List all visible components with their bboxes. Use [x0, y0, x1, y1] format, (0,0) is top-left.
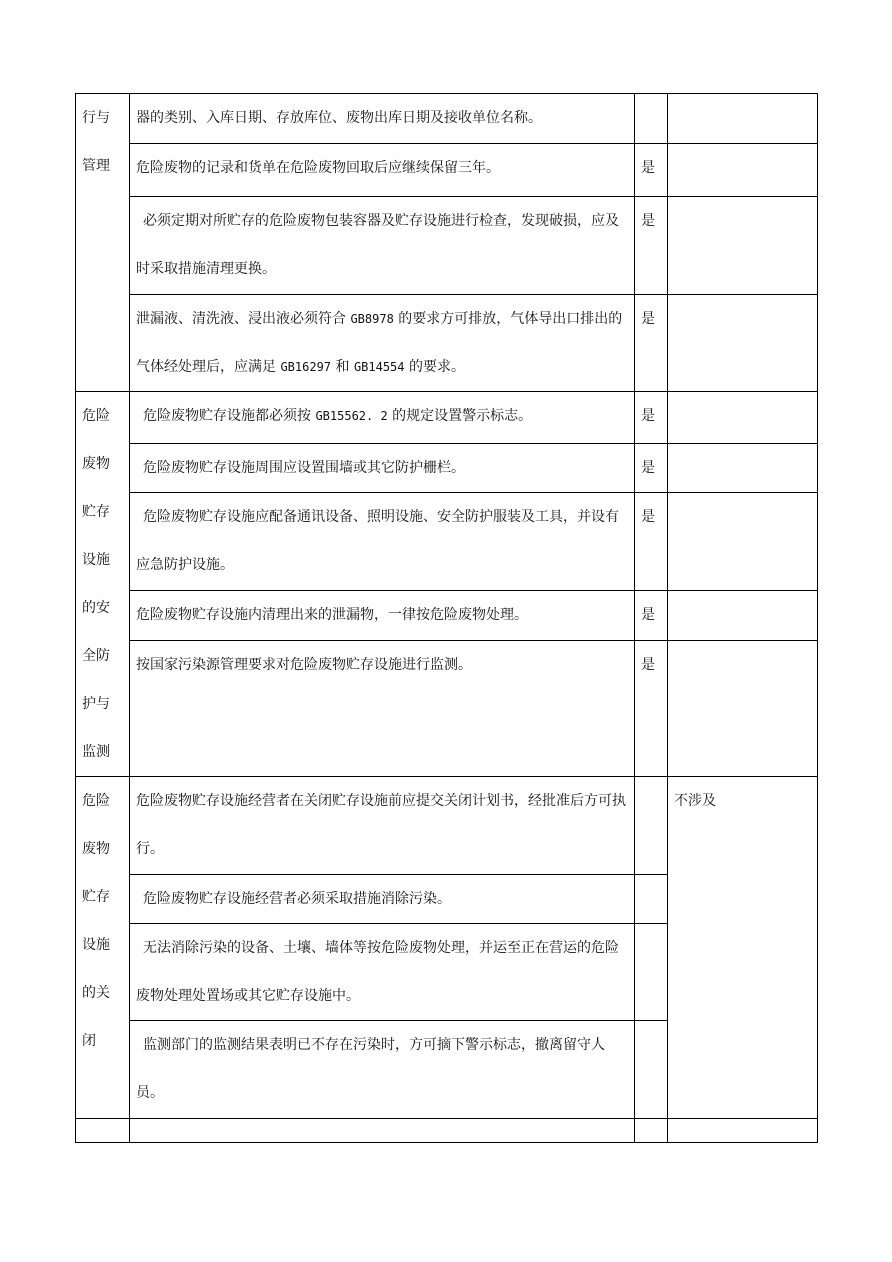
- requirement-cell: [130, 392, 635, 444]
- remark-cell: [668, 94, 818, 144]
- requirement-text: 泄漏液、清洗液、浸出液必须符合: [136, 311, 346, 327]
- category-cell: [76, 94, 130, 392]
- compliance-cell: [635, 875, 668, 924]
- standard-code: GB8978: [350, 312, 394, 326]
- requirement-cell: 按国家污染源管理要求对危险废物贮存设施进行监测。: [130, 640, 635, 776]
- category-cell: [76, 392, 130, 777]
- category-line: 行与: [82, 110, 110, 126]
- remark-cell: [668, 590, 818, 640]
- category-line: 护与: [82, 696, 110, 712]
- empty-cell: [635, 1119, 668, 1143]
- category-line: 危险: [82, 408, 110, 424]
- requirement-cell: 无法消除污染的设备、土壤、墙体等按危险废物处理，并运至正在营运的危险废物处理处置场或其它贮存设施中。: [130, 924, 635, 1021]
- remark-cell: [668, 144, 818, 197]
- checklist-table: [75, 93, 818, 1143]
- category-line: 贮存: [82, 889, 110, 905]
- compliance-cell: 是: [635, 295, 668, 392]
- table-row: [76, 1119, 818, 1143]
- requirement-text: 和: [335, 359, 350, 375]
- category-line: 设施: [82, 937, 110, 953]
- category-line: 监测: [82, 744, 110, 760]
- requirement-cell: 危险废物贮存设施应配备通讯设备、照明设施、安全防护服装及工具，并设有应急防护设施。: [130, 493, 635, 590]
- standard-code: GB15562. 2: [315, 409, 388, 423]
- table-row: [76, 640, 818, 776]
- compliance-cell: 是: [635, 493, 668, 590]
- table-row: [76, 392, 818, 444]
- category-line: 管理: [82, 158, 110, 174]
- requirement-cell: 危险废物贮存设施经营者必须采取措施消除污染。: [130, 875, 635, 924]
- requirement-cell: 危险废物贮存设施经营者在关闭贮存设施前应提交关闭计划书，经批准后方可执行。: [130, 777, 635, 875]
- remark-cell: [668, 640, 818, 776]
- category-line: 全防: [82, 648, 110, 664]
- requirement-text: 的要求。: [408, 359, 465, 375]
- compliance-cell: 是: [635, 197, 668, 295]
- compliance-cell: [635, 777, 668, 875]
- empty-cell: [76, 1119, 130, 1143]
- category-line: 闭: [82, 1033, 96, 1049]
- requirement-text: 的规定设置警示标志。: [392, 408, 533, 424]
- category-line: 废物: [82, 456, 110, 472]
- remark-cell: [668, 493, 818, 590]
- compliance-cell: [635, 924, 668, 1021]
- table-row: [76, 444, 818, 493]
- table-row: [76, 197, 818, 295]
- remark-cell: [668, 295, 818, 392]
- empty-cell: [130, 1119, 635, 1143]
- category-line: 设施: [82, 552, 110, 568]
- category-line: 的安: [82, 600, 110, 616]
- category-cell: [76, 777, 130, 1119]
- compliance-cell: [635, 1021, 668, 1119]
- requirement-cell: 必须定期对所贮存的危险废物包装容器及贮存设施进行检查，发现破损，应及时采取措施清理更换。: [130, 197, 635, 295]
- compliance-cell: 是: [635, 640, 668, 776]
- compliance-cell: 是: [635, 590, 668, 640]
- table-row: [76, 493, 818, 590]
- remark-cell: [668, 197, 818, 295]
- compliance-cell: 是: [635, 144, 668, 197]
- requirement-text: 危险废物贮存设施都必须按: [143, 408, 311, 424]
- requirement-cell: 危险废物贮存设施周围应设置围墙或其它防护栅栏。: [130, 444, 635, 493]
- requirement-cell: [130, 295, 635, 392]
- standard-code: GB14554: [353, 360, 405, 374]
- standard-code: GB16297: [280, 360, 332, 374]
- not-applicable-note: 不涉及: [668, 777, 818, 1119]
- requirement-text: 的要求方可排放，气体导出口排出的气体经处理后，应满足: [136, 311, 623, 375]
- requirement-cell: 监测部门的监测结果表明已不存在污染时，方可摘下警示标志，撤离留守人员。: [130, 1021, 635, 1119]
- category-line: 的关: [82, 985, 110, 1001]
- requirement-cell: 危险废物贮存设施内清理出来的泄漏物，一律按危险废物处理。: [130, 590, 635, 640]
- compliance-cell: [635, 94, 668, 144]
- compliance-cell: 是: [635, 392, 668, 444]
- category-line: 危险: [82, 793, 110, 809]
- table-row: [76, 590, 818, 640]
- table-row: [76, 144, 818, 197]
- category-line: 贮存: [82, 504, 110, 520]
- remark-cell: [668, 392, 818, 444]
- requirement-cell: 危险废物的记录和货单在危险废物回取后应继续保留三年。: [130, 144, 635, 197]
- category-line: 废物: [82, 841, 110, 857]
- remark-cell: [668, 444, 818, 493]
- table-row: [76, 777, 818, 875]
- table-row: [76, 94, 818, 144]
- empty-cell: [668, 1119, 818, 1143]
- compliance-cell: 是: [635, 444, 668, 493]
- table-row: [76, 295, 818, 392]
- requirement-cell: 器的类别、入库日期、存放库位、废物出库日期及接收单位名称。: [130, 94, 635, 144]
